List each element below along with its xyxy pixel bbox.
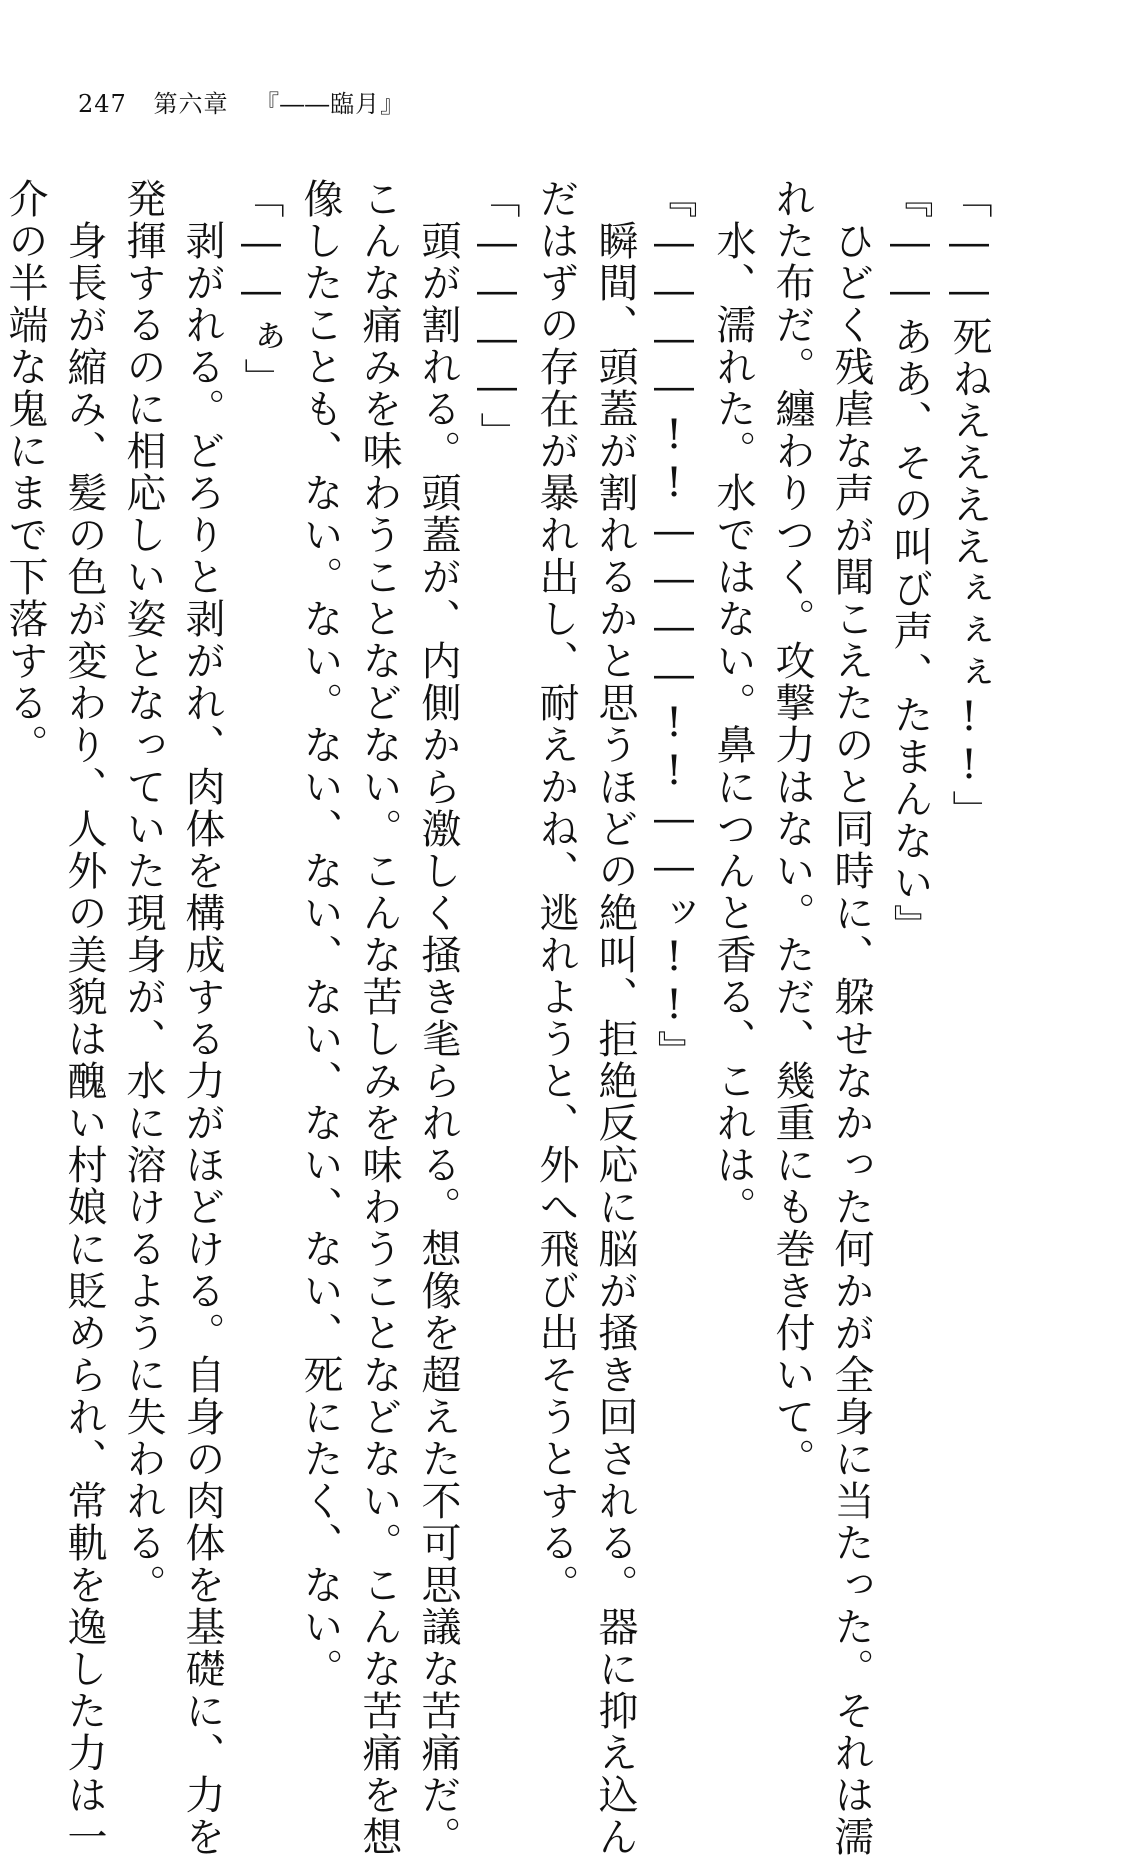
text-line: だはずの存在が暴れ出し、耐えかね、逃れようと、外へ飛び出そうとする。 [533,178,579,1606]
text-line: 『――――!!――――!!――ッ!!』 [651,178,697,1072]
text-line: 『――ああ、その叫び声、たまんない』 [887,178,933,946]
text-line: 身長が縮み、髪の色が変わり、人外の美貌は醜い村娘に貶められ、常軌を逸した力は一 [61,220,107,1858]
text-line: 発揮するのに相応しい姿となっていた現身が、水に溶けるように失われる。 [120,178,166,1606]
text-line: ひどく残虐な声が聞こえたのと同時に、躱せなかった何かが全身に当たった。それは濡 [828,220,874,1858]
text-line: れた布だ。纏わりつく。攻撃力はない。ただ、幾重にも巻き付いて。 [769,178,815,1480]
vertical-text-body [2,178,993,1858]
text-line: 介の半端な鬼にまで下落する。 [2,178,48,766]
text-line: 「――ぁ」 [238,178,284,400]
text-line: 「――死ねええええぇぇぇ!!」 [946,178,992,832]
page-number: 247 [78,90,127,118]
text-line: 水、濡れた。水ではない。鼻につんと香る、これは。 [710,220,756,1228]
text-line: 瞬間、頭蓋が割れるかと思うほどの絶叫、拒絶反応に脳が掻き回される。器に抑え込ん [592,220,638,1858]
chapter-label: 第六章 [153,90,229,118]
text-line: 「――――」 [474,178,520,454]
text-line: 頭が割れる。頭蓋が、内側から激しく掻き毟られる。想像を超えた不可思議な苦痛だ。 [415,220,461,1858]
chapter-title: 『――臨月』 [255,90,406,118]
text-line: 像したことも、ない。ない。ない、ない、ない、ない、ない、死にたく、ない。 [297,178,343,1690]
text-line: 剥がれる。どろりと剥がれ、肉体を構成する力がほどける。自身の肉体を基礎に、力を [179,220,225,1858]
running-head [78,84,423,119]
text-line: こんな痛みを味わうことなどない。こんな苦しみを味わうことなどない。こんな苦痛を想 [356,178,402,1858]
